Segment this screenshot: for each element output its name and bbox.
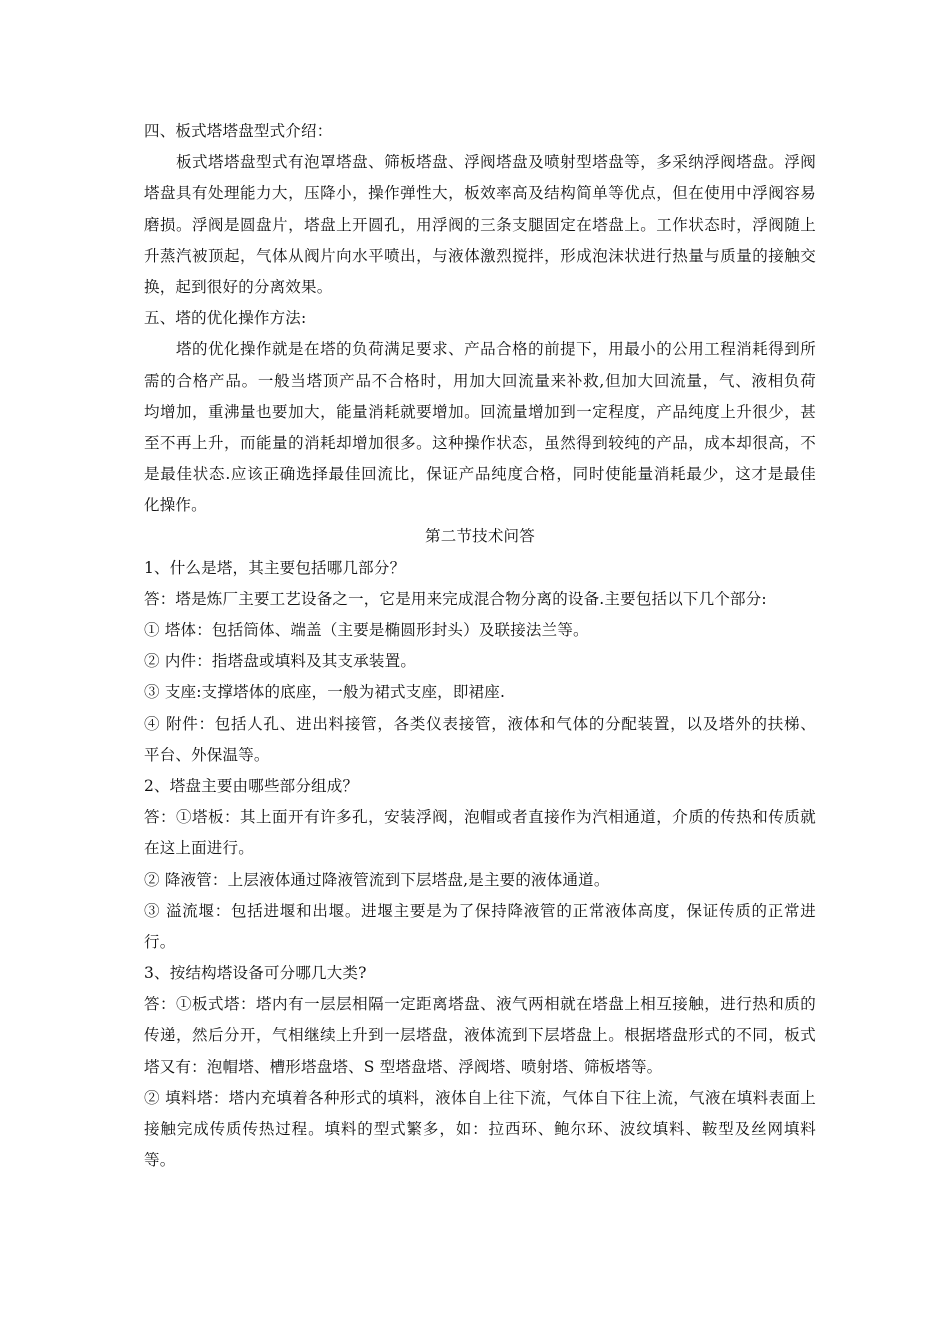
section-5-line: 化操作。 <box>144 496 207 515</box>
section-5-line: 塔的优化操作就是在塔的负荷满足要求、产品合格的前提下，用最小的公用工程消耗得到所 <box>176 340 816 359</box>
answer-1-line: 平台、外保温等。 <box>144 745 270 764</box>
answer-3-line: ② 填料塔：塔内充填着各种形式的填料，液体自上往下流，气体自下往上流，气液在填料表面上 <box>144 1088 816 1107</box>
section-4-heading: 四、板式塔塔盘型式介绍： <box>144 122 333 140</box>
answer-2-line: 答：①塔板：其上面开有许多孔，安装浮阀，泡帽或者直接作为汽相通道，介质的传热和传质就 <box>144 808 816 827</box>
answer-2-line: 在这上面进行。 <box>144 839 254 858</box>
question-2: 2、塔盘主要由哪些部分组成？ <box>144 776 359 795</box>
answer-1-line: ① 塔体：包括筒体、端盖（主要是椭圆形封头）及联接法兰等。 <box>144 621 589 639</box>
answer-2-line: ③ 溢流堰：包括进堰和出堰。进堰主要是为了保持降液管的正常液体高度，保证传质的正常进 <box>144 901 816 920</box>
answer-3-line: 传递，然后分开，气相继续上升到一层塔盘，液体流到下层塔盘上。根据塔盘形式的不同，板式 <box>144 1026 816 1045</box>
answer-1-line: ③ 支座:支撑塔体的底座，一般为裙式支座，即裙座. <box>144 683 506 702</box>
answer-3-line: 塔又有：泡帽塔、槽形塔盘塔、S 型塔盘塔、浮阀塔、喷射塔、筛板塔等。 <box>144 1057 663 1076</box>
section-4-line: 板式塔塔盘型式有泡罩塔盘、筛板塔盘、浮阀塔盘及喷射型塔盘等，多采纳浮阀塔盘。浮阀 <box>176 153 816 172</box>
question-1: 1、什么是塔，其主要包括哪几部分？ <box>144 558 406 577</box>
answer-3-line: 等。 <box>144 1151 176 1170</box>
answer-2-line: 行。 <box>144 932 176 951</box>
answer-3-line: 接触完成传质传热过程。填料的型式繁多，如：拉西环、鲍尔环、波纹填料、鞍型及丝网填料 <box>144 1120 816 1138</box>
answer-3-line: 答：①板式塔：塔内有一层层相隔一定距离塔盘、液气两相就在塔盘上相互接触，进行热和质的 <box>144 995 816 1014</box>
section-title: 第二节技术问答 <box>425 527 535 546</box>
question-3: 3、按结构塔设备可分哪几大类? <box>144 964 367 983</box>
section-5-line: 至不再上升，而能量的消耗却增加很多。这种操作状态，虽然得到较纯的产品，成本却很高，不 <box>144 433 816 452</box>
section-5-line: 均增加，重沸量也要加大，能量消耗就要增加。回流量增加到一定程度，产品纯度上升很少，甚 <box>144 402 816 421</box>
answer-2-line: ② 降液管：上层液体通过降液管流到下层塔盘,是主要的液体通道。 <box>144 870 610 889</box>
answer-1-line: 答：塔是炼厂主要工艺设备之一，它是用来完成混合物分离的设备.主要包括以下几个部分: <box>144 589 767 608</box>
section-4-line: 换，起到很好的分离效果。 <box>144 277 333 296</box>
section-4-line: 磨损。浮阀是圆盘片，塔盘上开圆孔，用浮阀的三条支腿固定在塔盘上。工作状态时，浮阀随上 <box>144 215 816 234</box>
answer-1-line: ② 内件：指塔盘或填料及其支承装置。 <box>144 652 417 671</box>
section-5-line: 是最佳状态.应该正确选择最佳回流比，保证产品纯度合格，同时使能量消耗最少，这才是最佳 <box>144 465 816 484</box>
document-page <box>144 116 816 1176</box>
section-4-line: 升蒸汽被顶起，气体从阀片向水平喷出，与液体激烈搅拌，形成泡沫状进行热量与质量的接触交 <box>144 246 816 265</box>
section-5-line: 需的合格产品。一般当塔顶产品不合格时，用加大回流量来补救,但加大回流量，气、液相负荷 <box>144 371 816 390</box>
answer-1-line: ④ 附件：包括人孔、进出料接管，各类仪表接管，液体和气体的分配装置，以及塔外的扶梯、 <box>144 714 816 733</box>
section-5-heading: 五、塔的优化操作方法: <box>144 309 307 328</box>
section-4-line: 塔盘具有处理能力大，压降小，操作弹性大，板效率高及结构简单等优点，但在使用中浮阀容易 <box>144 184 816 203</box>
